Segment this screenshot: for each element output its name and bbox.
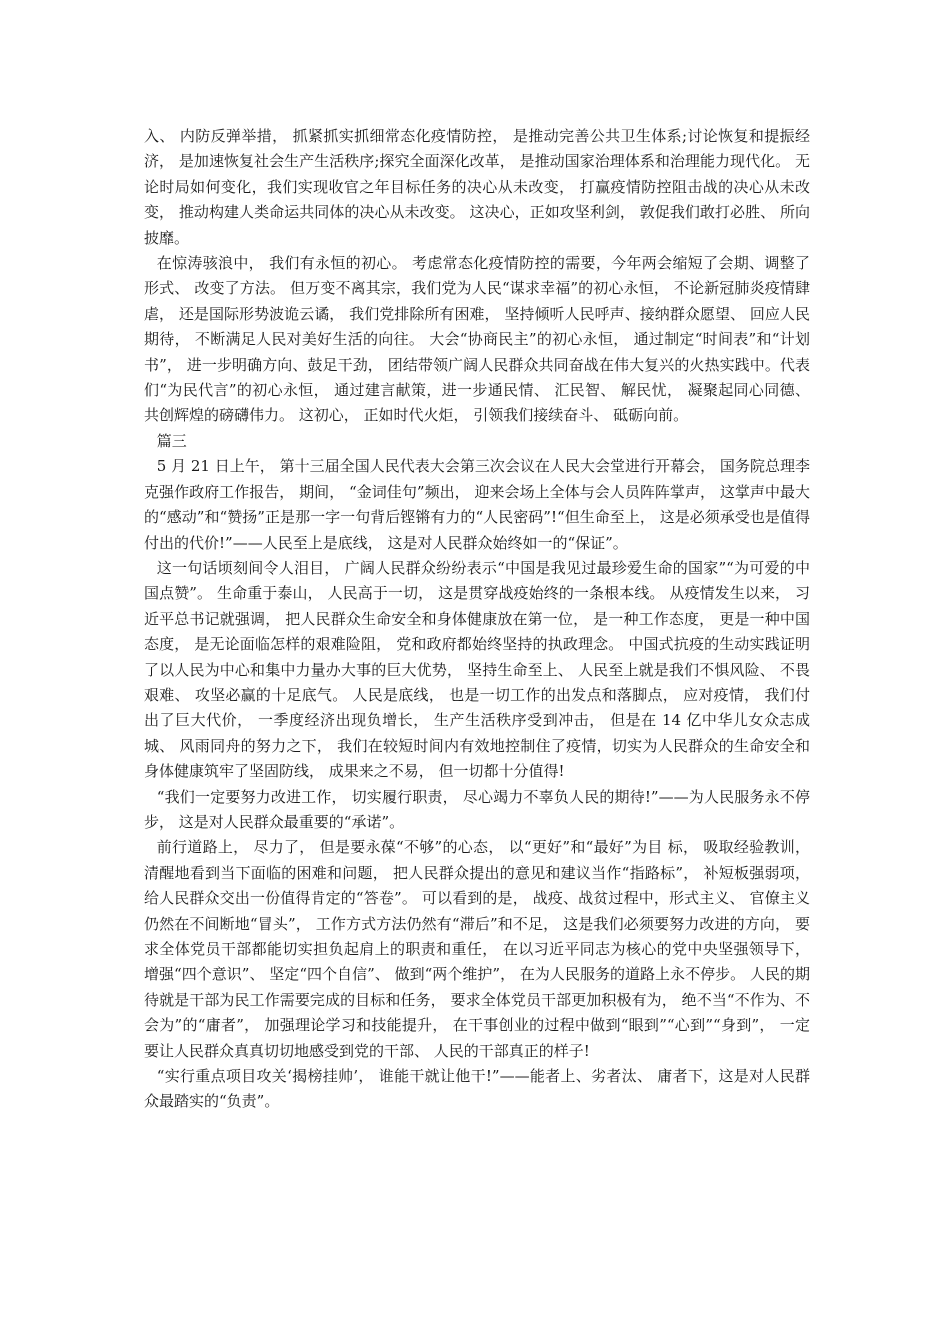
paragraph-1: 入、 内防反弹举措， 抓紧抓实抓细常态化疫情防控， 是推动完善公共卫生体系;讨论恢复和提振经济， 是加速恢复社会生产生活秩序;探究全面深化改革， 是推动国家治理体系和治理能力现代化。 无论时局如何变化，我们实现收官之年目标任务的决心从未改变， 打赢疫情防控阻击战的决心从未改变， 推动构建人类命运共同体的决心从未改变。 这决心，正如攻坚利剑， 敦促我们敢打必胜、 所向披靡。	[144, 127, 810, 247]
section-heading: 篇三	[156, 431, 187, 450]
paragraph-5: “我们一定要努力改进工作， 切实履行职责， 尽心竭力不辜负人民的期待!”——为人民服务永不停步， 这是对人民群众最重要的“承诺”。	[144, 787, 810, 831]
paragraph-6: 前行道路上， 尽力了， 但是要永葆“不够”的心态， 以“更好”和“最好”为目 标， 吸取经验教训， 清醒地看到当下面临的困难和问题， 把人民群众提出的意见和建议当作“指路标”， 补短板强弱项， 给人民群众交出一份值得肯定的“答卷”。 可以看到的是， 战疫、战贫过程中，形式主义、 官僚主义仍然在不间断地“冒头”， 工作方式方法仍然有“滞后”和不足， 这是我们必须要努力改进的方向， 要求全体党员干部都能切实担负起肩上的职责和重任， 在以习近平同志为核心的党中央坚强领导下， 增强“四个意识”、 坚定“四个自信”、 做到“两个维护”， 在为人民服务的道路上永不停步。 人民的期待就是干部为民工作需要完成的目标和任务， 要求全体党员干部更加积极有为， 绝不当“不作为、不会为”的“庸者”， 加强理论学习和技能提升， 在干事创业的过程中做到“眼到”“心到”“身到”， 一定要让人民群众真真切切地感受到党的干部、 人民的干部真正的样子!	[144, 838, 810, 1060]
paragraph-4: 这一句话顷刻间令人泪目， 广阔人民群众纷纷表示“中国是我见过最珍爱生命的国家”“为可爱的中国点赞”。 生命重于泰山， 人民高于一切， 这是贯穿战疫始终的一条根本线。 从疫情发生以来， 习近平总书记就强调， 把人民群众生命安全和身体健康放在第一位， 是一种工作态度， 更是一种中国态度， 是无论面临怎样的艰难险阻， 党和政府都始终坚持的执政理念。 中国式抗疫的生动实践证明了以人民为中心和集中力量办大事的巨大优势， 坚持生命至上、 人民至上就是我们不惧风险、 不畏艰难、 攻坚必赢的十足底气。 人民是底线， 也是一切工作的出发点和落脚点， 应对疫情， 我们付出了巨大代价， 一季度经济出现负增长， 生产生活秩序受到冲击， 但是在 14 亿中华儿女众志成城、 风雨同舟的努力之下， 我们在较短时间内有效地控制住了疫情，切实为人民群众的生命安全和身体健康筑牢了坚固防线， 成果来之不易， 但一切都十分值得!	[144, 558, 810, 781]
paragraph-3: 5 月 21 日上午， 第十三届全国人民代表大会第三次会议在人民大会堂进行开幕会， 国务院总理李克强作政府工作报告， 期间， “金词佳句”频出， 迎来会场上全体与会人员阵阵掌声， 这掌声中最大的“感动”和“赞扬”正是那一字一句背后铿锵有力的“人民密码”!“但生命至上， 这是必须承受也是值得付出的代价!”——人民至上是底线， 这是对人民群众始终如一的“保证”。	[144, 457, 810, 552]
document-body	[144, 124, 810, 1115]
paragraph-2: 在惊涛骇浪中， 我们有永恒的初心。 考虑常态化疫情防控的需要，今年两会缩短了会期、调整了形式、 改变了方法。 但万变不离其宗，我们党为人民“谋求幸福”的初心永恒， 不论新冠肺炎疫情肆虐， 还是国际形势波诡云谲， 我们党排除所有困难， 坚持倾听人民呼声、接纳群众愿望、 回应人民期待， 不断满足人民对美好生活的向往。 大会“协商民主”的初心永恒， 通过制定“时间表”和“计划书”， 进一步明确方向、鼓足干劲， 团结带领广阔人民群众共同奋战在伟大复兴的火热实践中。代表们“为民代言”的初心永恒， 通过建言献策，进一步通民情、 汇民智、 解民忧， 凝聚起同心同德、 共创辉煌的磅礴伟力。 这初心， 正如时代火炬， 引领我们接续奋斗、 砥砺向前。	[144, 254, 810, 425]
paragraph-7: “实行重点项目攻关‘揭榜挂帅’， 谁能干就让他干!”——能者上、劣者汰、 庸者下，这是对人民群众最踏实的“负责”。	[144, 1067, 810, 1111]
